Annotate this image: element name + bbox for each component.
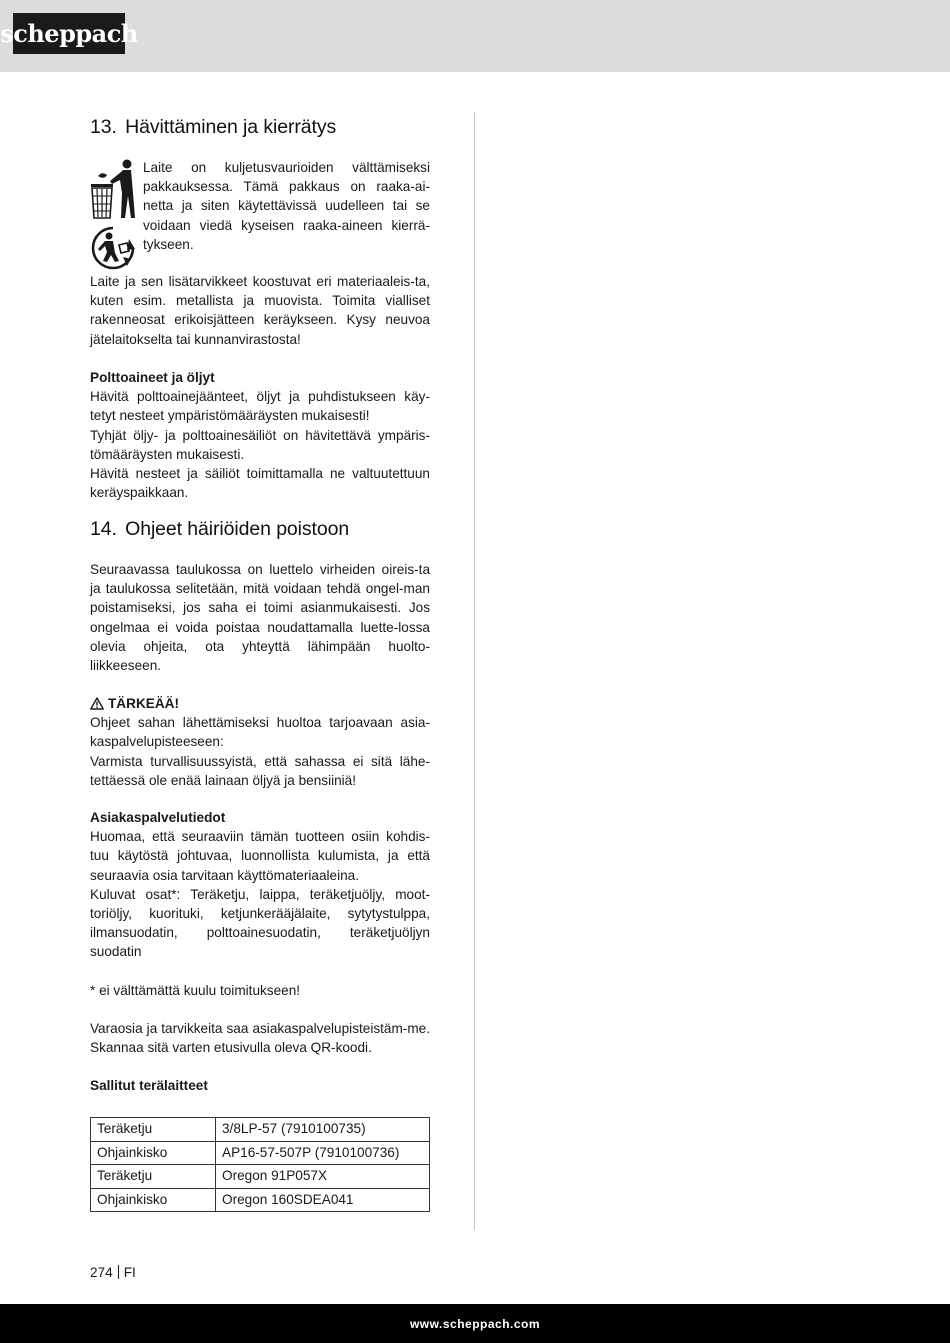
fuels-block <box>90 368 430 502</box>
section-14-heading <box>90 518 349 541</box>
customer-service-heading: Asiakaspalvelutiedot <box>90 810 226 825</box>
important-line-2: Varmista turvallisuussyistä, että sahassa ei sitä lähe-tettäessä ole enää lainaan öljyä ja bensiiniä! <box>90 753 430 788</box>
table-row <box>91 1165 430 1189</box>
troubleshooting-intro-text: Seuraavassa taulukossa on luettelo virheiden oireis-ta ja taulukossa selitetään, mitä voidaan tehdä ongel-man poistamiseksi, jos saha ei toimi asianmukaisesti. Jos ongelmaa ei voida poistaa noudattamalla luette-lossa olevia ohjeita, ota yhteyttä lähimpään huolto-liikkeeseen. <box>90 562 430 674</box>
table-cell: Teräketju <box>91 1118 216 1142</box>
fuels-line-2: Tyhjät öljy- ja polttoainesäiliöt on hävitettävä ympäris-tömääräysten mukaisesti. <box>90 427 430 462</box>
page-separator <box>118 1265 119 1279</box>
fuels-line-1: Hävitä polttoainejäänteet, öljyt ja puhdistukseen käy-tetyt nesteet ympäristömääräysten mukaisesti! <box>90 389 430 424</box>
wear-parts-text: Kuluvat osat*: Teräketju, laippa, teräketjuöljy, moot-toriöljy, kuorituki, ketjunkerääjälaite, sytytystulppa, ilmansuodatin, polttoainesuodatin, teräketjuöljyn suodatin <box>90 886 430 960</box>
table-row <box>91 1188 430 1212</box>
section-14-number: 14. <box>90 518 117 540</box>
section-13-title: Hävittäminen ja kierrätys <box>125 116 337 138</box>
table-cell: AP16-57-507P (7910100736) <box>216 1141 430 1165</box>
table-row <box>91 1141 430 1165</box>
customer-service-line-1: Huomaa, että seuraaviin tämän tuotteen osiin kohdis-tuu käytöstä johtuvaa, luonnollista kulumista, ja että seuraavia osia tarvitaan käyttömateriaaleina. <box>90 829 430 883</box>
customer-service-block <box>90 808 430 962</box>
brand-logo <box>0 13 138 54</box>
important-heading-text: TÄRKEÄÄ! <box>108 696 179 711</box>
language-code: FI <box>123 1265 136 1280</box>
table-cell: Oregon 91P057X <box>216 1165 430 1189</box>
warning-triangle-icon <box>90 697 104 710</box>
blades-heading: Sallitut terälaitteet <box>90 1078 208 1093</box>
blades-table <box>90 1117 430 1212</box>
table-row <box>91 1118 430 1142</box>
troubleshooting-intro <box>90 560 430 675</box>
footer-band <box>0 1304 950 1343</box>
footnote-text: * ei välttämättä kuulu toimitukseen! <box>90 983 301 998</box>
recycle-person-icon <box>89 225 137 271</box>
blades-heading-block <box>90 1076 430 1095</box>
section-13-heading <box>90 116 336 139</box>
brand-logo-text: scheppach <box>0 19 138 48</box>
spares-text: Varaosia ja tarvikkeita saa asiakaspalvelupisteistäm-me. Skannaa sitä varten etusivulla oleva QR-koodi. <box>90 1021 430 1056</box>
packaging-paragraph <box>143 158 430 254</box>
materials-block <box>90 272 430 349</box>
materials-text: Laite ja sen lisätarvikkeet koostuvat eri materiaaleis-ta, kuten esim. metallista ja muovista. Toimita vialliset rakenneosat erikoisjätteen keräykseen. Kysy neuvoa jätelaitokselta tai kunnanvirastosta! <box>90 274 430 347</box>
table-cell: Ohjainkisko <box>91 1188 216 1212</box>
packaging-text: Laite on kuljetusvaurioiden välttämiseksi pakkauksessa. Tämä pakkaus on raaka-ai-netta ja siten käytettävissä uudelleen tai se voidaan viedä kyseisen raaka-aineen kierrä-tykseen. <box>143 160 430 252</box>
table-cell: 3/8LP-57 (7910100735) <box>216 1118 430 1142</box>
section-13-number: 13. <box>90 116 117 138</box>
important-line-1: Ohjeet sahan lähettämiseksi huoltoa tarjoavaan asia-kaspalvelupisteeseen: <box>90 715 430 750</box>
section-14-title: Ohjeet häiriöiden poistoon <box>125 518 350 540</box>
table-cell: Teräketju <box>91 1165 216 1189</box>
column-divider <box>474 112 475 1230</box>
page-number-footer <box>90 1265 136 1280</box>
table-cell: Oregon 160SDEA041 <box>216 1188 430 1212</box>
website-link[interactable]: www.scheppach.com <box>409 1316 541 1331</box>
important-block <box>90 694 430 790</box>
header-band <box>0 0 950 72</box>
spares-block <box>90 1019 430 1057</box>
fuels-line-3: Hävitä nesteet ja säiliöt toimittamalla ne valtuutettuun keräyspaikkaan. <box>90 466 430 501</box>
fuels-heading: Polttoaineet ja öljyt <box>90 370 215 385</box>
important-heading <box>90 694 430 713</box>
table-cell: Ohjainkisko <box>91 1141 216 1165</box>
footnote-block <box>90 981 430 1000</box>
page-number: 274 <box>90 1265 113 1280</box>
